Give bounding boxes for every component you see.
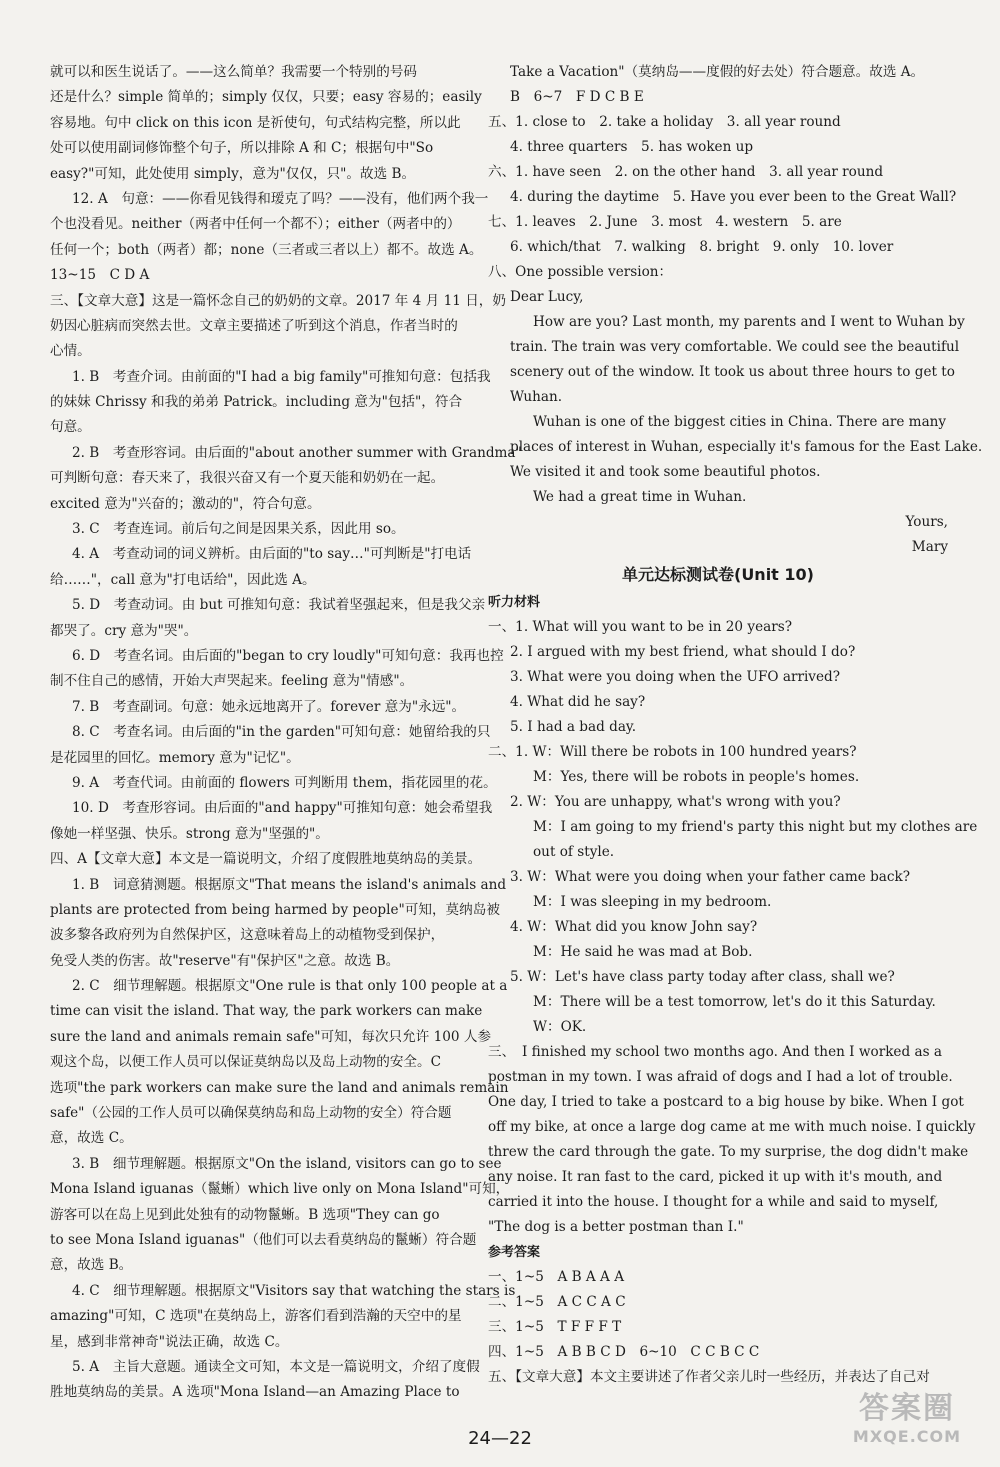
- listening-material: [488, 615, 978, 1240]
- text-line: 给……"，call 意为"打电话给"，因此选 A。: [50, 571, 316, 588]
- text-line: Mary: [911, 539, 948, 555]
- text-line: 四、1~5 A B B C D 6~10 C C B C C: [488, 1344, 760, 1360]
- text-line: to see Mona Island iguanas"（他们可以去看莫纳岛的鬣蜥）符合题: [50, 1231, 477, 1248]
- text-line: One day, I tried to take a postcard to a big house by bike. When I got: [488, 1094, 964, 1110]
- text-line: 免受人类的伤害。故"reserve"有"保护区"之意。故选 B。: [50, 952, 400, 969]
- text-line: 一、1~5 A B A A A: [488, 1269, 625, 1285]
- text-line: 5. I had a bad day.: [510, 719, 637, 735]
- text-line: 的妹妹 Chrissy 和我的弟弟 Patrick。including 意为"包括"，符合: [50, 394, 463, 411]
- text-line: 6. D 考查名词。由后面的"began to cry loudly"可知句意：我再也控: [72, 647, 504, 664]
- text-line: 可判断句意：春天来了，我很兴奋又有一个夏天能和奶奶在一起。: [50, 470, 445, 487]
- page-number: 24—22: [468, 1428, 532, 1449]
- text-line: 个也没看见。neither（两者中任何一个都不）；either（两者中的）: [50, 216, 461, 233]
- text-line: excited 意为"兴奋的；激动的"，符合句意。: [50, 495, 321, 512]
- text-line: 4. What did he say?: [510, 694, 646, 710]
- text-line: safe"（公园的工作人员可以确保莫纳岛和岛上动物的安全）符合题: [50, 1105, 452, 1122]
- text-line: 意，故选 B。: [50, 1257, 133, 1274]
- text-line: Take a Vacation"（莫纳岛——度假的好去处）符合题意。故选 A。: [510, 64, 925, 80]
- text-line: 5. D 考查动词。由 but 可推知句意：我试着坚强起来，但是我父亲: [72, 597, 486, 614]
- text-line: 一、1. What will you want to be in 20 years?: [488, 619, 792, 635]
- text-line: 5. A 主旨大意题。通读全文可知，本文是一篇说明文，介绍了度假: [72, 1358, 480, 1375]
- text-line: M：I was sleeping in my bedroom.: [533, 894, 772, 910]
- text-line: out of style.: [533, 844, 615, 860]
- text-line: 五、1. close to 2. take a holiday 3. all year round: [488, 114, 841, 130]
- text-line: 观这个岛，以便工作人员可以保证莫纳岛以及岛上动物的安全。C: [50, 1054, 442, 1071]
- text-line: train. The train was very comfortable. We could see the beautiful: [510, 339, 960, 355]
- text-line: B 6~7 F D C B E: [510, 89, 644, 105]
- text-line: 选项"the park workers can make sure the land and animals remain: [50, 1079, 509, 1096]
- text-line: 八、One possible version：: [488, 264, 673, 280]
- text-line: 三、1~5 T F F F T: [488, 1319, 622, 1335]
- text-line: 3. W：What were you doing when your father came back?: [510, 869, 911, 885]
- text-line: 6. which/that 7. walking 8. bright 9. only 10. lover: [510, 239, 894, 255]
- text-line: 波多黎各政府列为自然保护区，这意味着岛上的动植物受到保护，: [50, 927, 445, 944]
- text-line: How are you? Last month, my parents and I went to Wuhan by: [533, 314, 965, 330]
- text-line: 奶因心脏病而突然去世。文章主要描述了听到这个消息，作者当时的: [50, 317, 458, 334]
- listening-label: 听力材料: [488, 595, 541, 610]
- text-line: 是花园里的回忆。memory 意为"记忆"。: [50, 749, 300, 766]
- text-line: W：OK.: [533, 1019, 587, 1035]
- text-line: We had a great time in Wuhan.: [533, 489, 747, 505]
- text-line: threw the card through the gate. To my surprise, the dog didn't make: [488, 1144, 969, 1160]
- text-line: M：I am going to my friend's party this night but my clothes are: [533, 819, 978, 835]
- text-line: 12. A 句意：——你看见钱得和瑷克了吗？——没有，他们两个我一: [72, 190, 489, 207]
- text-line: 二、1. W：Will there be robots in 100 hundred years?: [488, 744, 857, 760]
- watermark-logo: 答案圈 MXQE.COM: [852, 1391, 962, 1446]
- text-line: carried it into the house. I thought for a while and said to myself,: [488, 1194, 939, 1210]
- text-line: 二、1~5 A C C A C: [488, 1294, 626, 1310]
- text-line: 星，感到非常神奇"说法正确，故选 C。: [50, 1333, 289, 1350]
- text-line: 2. B 考查形容词。由后面的"about another summer with Grandma": [72, 444, 522, 461]
- text-line: 七、1. leaves 2. June 3. most 4. western 5. are: [488, 214, 842, 230]
- text-line: 六、1. have seen 2. on the other hand 3. all year round: [488, 164, 884, 180]
- answers-label: 参考答案: [488, 1245, 541, 1260]
- text-line: 4. during the daytime 5. Have you ever been to the Great Wall?: [510, 189, 957, 205]
- text-line: 4. three quarters 5. has woken up: [510, 139, 754, 155]
- text-line: We visited it and took some beautiful photos.: [510, 464, 821, 480]
- unit-test-title: 单元达标测试卷(Unit 10): [622, 565, 814, 584]
- right-column: [488, 60, 983, 1390]
- text-line: M：He said he was mad at Bob.: [533, 944, 753, 960]
- text-line: 4. C 细节理解题。根据原文"Visitors say that watching the stars is: [72, 1282, 516, 1299]
- text-line: 制不住自己的感情，开始大声哭起来。feeling 意为"情感"。: [50, 673, 414, 690]
- text-line: 胜地莫纳岛的美景。A 选项"Mona Island—an Amazing Place to: [50, 1384, 460, 1401]
- text-line: amazing"可知，C 选项"在莫纳岛上，游客们看到浩瀚的天空中的星: [50, 1308, 462, 1325]
- text-line: M：Yes, there will be robots in people's homes.: [533, 769, 860, 785]
- text-line: 处可以使用副词修饰整个句子，所以排除 A 和 C；根据句中"So: [50, 140, 434, 157]
- text-line: M：There will be a test tomorrow, let's do it this Saturday.: [533, 994, 936, 1010]
- text-line: Yours,: [905, 514, 948, 530]
- text-line: Wuhan is one of the biggest cities in China. There are many: [533, 414, 947, 430]
- text-line: easy?"可知，此处使用 simply，意为"仅仅，只"。故选 B。: [50, 165, 416, 182]
- text-line: 1. B 词意猜测题。根据原文"That means the island's animals and: [72, 876, 507, 893]
- text-line: time can visit the island. That way, the park workers can make: [50, 1003, 483, 1020]
- text-line: any noise. It ran fast to the card, picked it up with it's mouth, and: [488, 1169, 943, 1185]
- reference-answers: [488, 1265, 948, 1390]
- text-line: 句意。: [50, 419, 91, 436]
- text-line: sure the land and animals remain safe"可知，每次只允许 100 人参: [50, 1028, 492, 1045]
- text-line: 3. B 细节理解题。根据原文"On the island, visitors can go to see: [72, 1155, 502, 1172]
- text-line: plants are protected from being harmed by people"可知，莫纳岛被: [50, 901, 500, 918]
- text-line: 7. B 考查副词。句意：她永远地离开了。forever 意为"永远"。: [72, 698, 466, 715]
- text-line: 三、 I finished my school two months ago. And then I worked as a: [488, 1044, 943, 1060]
- text-line: 还是什么？simple 简单的；simply 仅仅，只要；easy 容易的；easily: [50, 89, 482, 106]
- text-line: 2. I argued with my best friend, what should I do?: [510, 644, 856, 660]
- text-line: 2. C 细节理解题。根据原文"One rule is that only 100 people at a: [72, 978, 508, 995]
- answers-continued: [488, 60, 983, 560]
- text-line: postman in my town. I was afraid of dogs and I had a lot of trouble.: [488, 1069, 953, 1085]
- text-line: 3. C 考查连词。前后句之间是因果关系，因此用 so。: [72, 521, 405, 538]
- text-line: 容易地。句中 click on this icon 是祈使句，句式结构完整，所以此: [50, 114, 461, 131]
- text-line: 心情。: [50, 343, 91, 360]
- text-line: 游客可以在岛上见到此处独有的动物鬣蜥。B 选项"They can go: [50, 1206, 440, 1223]
- text-line: off my bike, at once a large dog came at me with much noise. I quickly: [488, 1119, 976, 1135]
- text-line: 10. D 考查形容词。由后面的"and happy"可推知句意：她会希望我: [72, 800, 493, 817]
- text-line: 意，故选 C。: [50, 1130, 133, 1147]
- text-line: 都哭了。cry 意为"哭"。: [50, 622, 198, 639]
- text-line: Wuhan.: [510, 389, 563, 405]
- text-line: 任何一个；both（两者）都；none（三者或三者以上）都不。故选 A。: [50, 241, 483, 258]
- text-line: 四、A【文章大意】本文是一篇说明文，介绍了度假胜地莫纳岛的美景。: [50, 851, 482, 868]
- text-line: 像她一样坚强、快乐。strong 意为"坚强的"。: [50, 825, 329, 842]
- text-line: 13~15 C D A: [50, 267, 150, 284]
- text-line: places of interest in Wuhan, especially it's famous for the East Lake.: [510, 439, 983, 455]
- text-line: "The dog is a better postman than I.": [488, 1219, 744, 1235]
- text-line: 五、【文章大意】本文主要讲述了作者父亲儿时一些经历，并表达了自己对: [488, 1369, 930, 1385]
- text-line: scenery out of the window. It took us about three hours to get to: [510, 364, 955, 380]
- text-line: 8. C 考查名词。由后面的"in the garden"可知句意：她留给我的只: [72, 724, 491, 741]
- text-line: 三、【文章大意】这是一篇怀念自己的奶奶的文章。2017 年 4 月 11 日，奶: [50, 292, 506, 309]
- text-line: 2. W：You are unhappy, what's wrong with you?: [510, 794, 841, 810]
- text-line: Dear Lucy,: [510, 289, 584, 305]
- text-line: 1. B 考查介词。由前面的"I had a big family"可推知句意：包括我: [72, 368, 491, 385]
- text-line: Mona Island iguanas（鬣蜥）which live only on Mona Island"可知，: [50, 1181, 510, 1198]
- text-line: 9. A 考查代词。由前面的 flowers 可判断用 them，指花园里的花。: [72, 774, 497, 791]
- text-line: 5. W：Let's have class party today after class, shall we?: [510, 969, 895, 985]
- text-line: 就可以和医生说话了。——这么简单？我需要一个特别的号码: [50, 64, 418, 80]
- text-line: 4. A 考查动词的词义辨析。由后面的"to say…"可判断是"打电话: [72, 546, 472, 563]
- text-line: 4. W：What did you know John say?: [510, 919, 758, 935]
- text-line: 3. What were you doing when the UFO arrived?: [510, 669, 841, 685]
